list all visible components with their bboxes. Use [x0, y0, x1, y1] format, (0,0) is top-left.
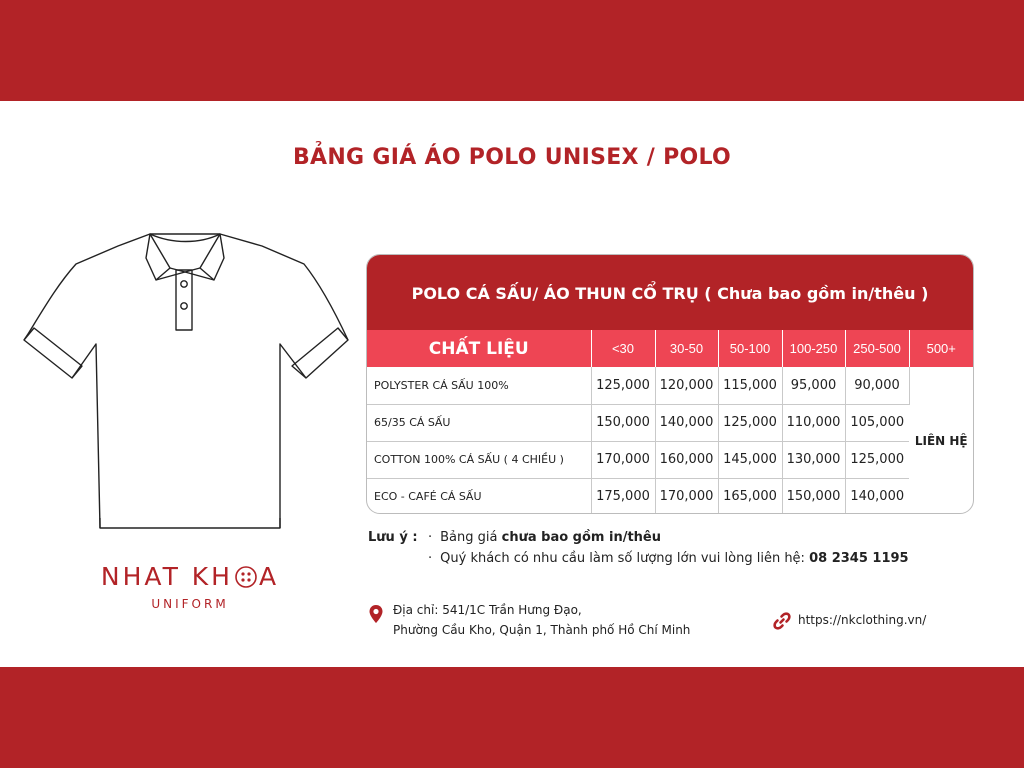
note-text: Quý khách có nhu cầu làm số lượng lớn vui lòng liên hệ: [440, 551, 810, 566]
notes-label: Lưu ý : [368, 530, 418, 545]
brand-name [70, 562, 310, 591]
price-cell: 115,000 [718, 367, 782, 404]
price-cell: 170,000 [655, 478, 718, 514]
address [393, 600, 690, 640]
table-row [367, 404, 973, 441]
price-cell: 125,000 [845, 441, 909, 478]
column-header: 100-250 [782, 330, 845, 367]
website-link[interactable]: https://nkclothing.vn/ [798, 613, 927, 627]
link-icon [772, 611, 792, 631]
bullet-icon: · [428, 551, 433, 566]
table-row [367, 478, 973, 514]
price-cell: 95,000 [782, 367, 845, 404]
brand-name-right: A [258, 562, 280, 591]
address-line: Phường Cầu Kho, Quận 1, Thành phố Hồ Chí Minh [393, 623, 691, 637]
address-line: Địa chỉ: 541/1C Trần Hưng Đạo, [393, 603, 582, 617]
brand-subtitle: UNIFORM [151, 597, 229, 611]
page-title: BẢNG GIÁ ÁO POLO UNISEX / POLO [292, 145, 732, 170]
price-cell: 105,000 [845, 404, 909, 441]
note-item [428, 551, 909, 566]
column-header: 30-50 [655, 330, 718, 367]
button-logo-icon [235, 566, 257, 588]
price-cell: 150,000 [782, 478, 845, 514]
price-cell: 150,000 [591, 404, 655, 441]
price-cell: 145,000 [718, 441, 782, 478]
phone-number: 08 2345 1195 [809, 551, 909, 566]
material-cell: 65/35 CÁ SẤU [367, 404, 591, 441]
note-text: Bảng giá [440, 530, 502, 545]
column-header: CHẤT LIỆU [367, 330, 591, 367]
price-table-heading: POLO CÁ SẤU/ ÁO THUN CỔ TRỤ ( Chưa bao gồm in/thêu ) [367, 255, 973, 330]
material-cell: COTTON 100% CÁ SẤU ( 4 CHIỀU ) [367, 441, 591, 478]
bottom-banner [0, 667, 1024, 768]
material-cell: ECO - CAFÉ CÁ SẤU [367, 478, 591, 514]
top-banner [0, 0, 1024, 101]
price-cell: 170,000 [591, 441, 655, 478]
price-cell: 130,000 [782, 441, 845, 478]
price-cell: 165,000 [718, 478, 782, 514]
material-cell: POLYSTER CÁ SẤU 100% [367, 367, 591, 404]
price-cell: 120,000 [655, 367, 718, 404]
price-cell: 160,000 [655, 441, 718, 478]
price-cell: 90,000 [845, 367, 909, 404]
brand-logo [70, 562, 310, 611]
contact-cell: LIÊN HỆ [909, 367, 973, 514]
location-pin-icon [368, 604, 384, 624]
price-cell: 110,000 [782, 404, 845, 441]
price-table-card [366, 254, 974, 514]
table-row [367, 367, 973, 404]
bullet-icon: · [428, 530, 433, 545]
column-header: <30 [591, 330, 655, 367]
price-cell: 125,000 [718, 404, 782, 441]
column-header: 250-500 [845, 330, 909, 367]
table-row [367, 441, 973, 478]
column-header: 500+ [926, 341, 956, 356]
price-cell: 140,000 [655, 404, 718, 441]
brand-name-left: NHAT KH [100, 562, 233, 591]
price-cell: 140,000 [850, 489, 905, 505]
price-cell: 125,000 [591, 367, 655, 404]
note-emphasis: chưa bao gồm in/thêu [501, 530, 661, 545]
price-table [367, 330, 973, 514]
price-cell: 175,000 [591, 478, 655, 514]
polo-shirt-illustration [22, 228, 350, 538]
table-header-row [367, 330, 973, 367]
column-header: 50-100 [718, 330, 782, 367]
note-item [428, 530, 661, 545]
